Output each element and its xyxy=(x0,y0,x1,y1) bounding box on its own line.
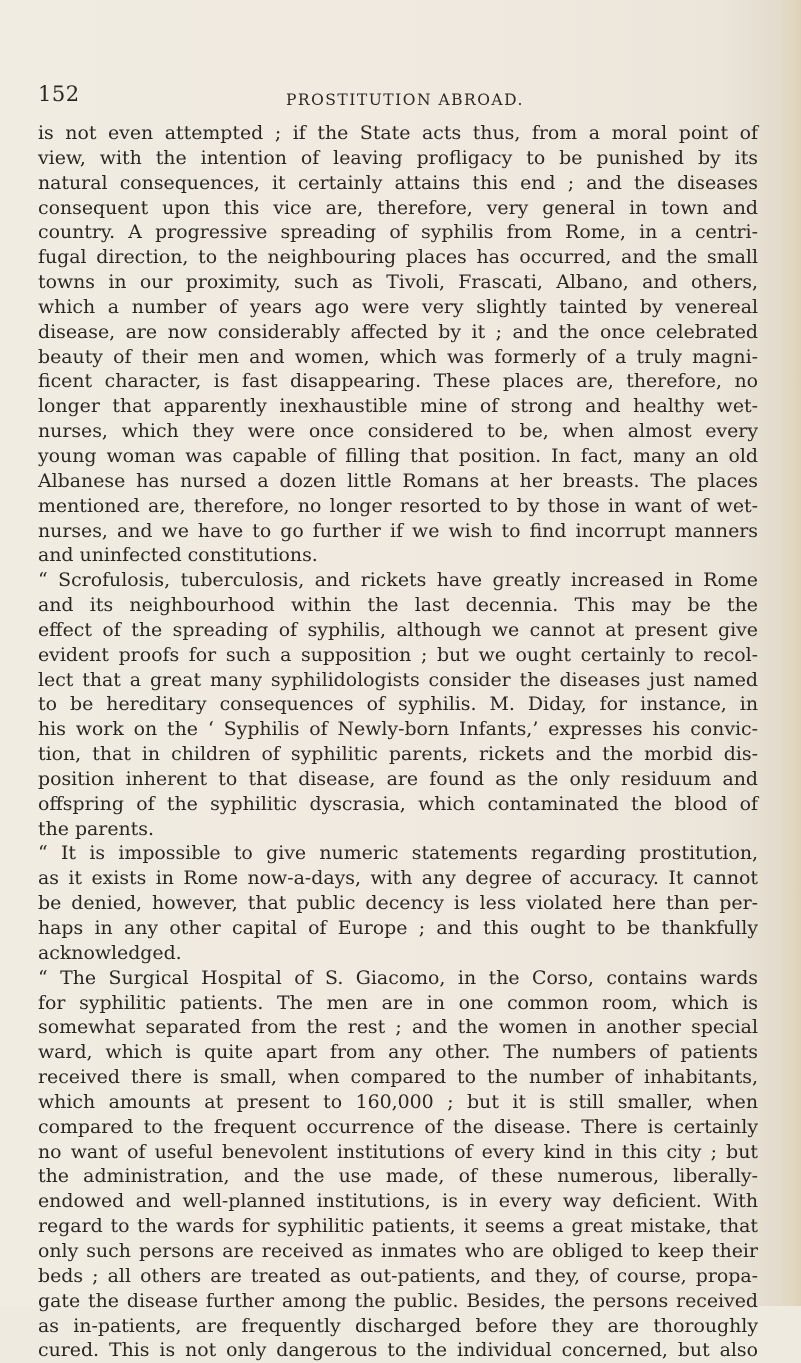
text-line: fugal direction, to the neighbouring places has occurred, and the small xyxy=(38,246,758,269)
text-line: be denied, however, that public decency is less violated here than per- xyxy=(38,892,758,915)
paragraph-end-line: the parents. xyxy=(38,817,154,840)
text-line: natural consequences, it certainly attains this end ; and the diseases xyxy=(38,171,758,194)
text-line: mentioned are, therefore, no longer resorted to by those in want of wet- xyxy=(38,494,758,517)
text-line: ward, which is quite apart from any other. The numbers of patients xyxy=(38,1041,758,1064)
body-text xyxy=(38,121,758,1363)
text-line: beds ; all others are treated as out-patients, and they, of course, propa- xyxy=(38,1264,758,1287)
text-line: Albanese has nursed a dozen little Romans at her breasts. The places xyxy=(38,469,758,492)
running-title: PROSTITUTION ABROAD. xyxy=(286,91,524,109)
text-line: regard to the wards for syphilitic patients, it seems a great mistake, that xyxy=(38,1215,758,1238)
text-line: cured. This is not only dangerous to the individual concerned, but also xyxy=(38,1339,758,1362)
text-line: compared to the frequent occurrence of the disease. There is certainly xyxy=(38,1115,758,1138)
text-line: only such persons are received as inmates who are obliged to keep their xyxy=(38,1239,758,1262)
text-line: lect that a great many syphilidologists consider the diseases just named xyxy=(38,668,758,691)
paragraph-end-line: and uninfected constitutions. xyxy=(38,544,318,567)
text-line: nurses, which they were once considered to be, when almost every xyxy=(38,420,758,443)
text-line: as it exists in Rome now-a-days, with any degree of accuracy. It cannot xyxy=(38,867,758,890)
text-line: received there is small, when compared to the number of inhabitants, xyxy=(38,1066,758,1089)
text-line: as in-patients, are frequently discharged before they are thoroughly xyxy=(38,1314,758,1337)
text-line: beauty of their men and women, which was formerly of a truly magni- xyxy=(38,345,758,368)
text-line: “ The Surgical Hospital of S. Giacomo, in the Corso, contains wards xyxy=(38,966,758,989)
text-line: “ Scrofulosis, tuberculosis, and rickets have greatly increased in Rome xyxy=(38,569,758,592)
text-line: tion, that in children of syphilitic parents, rickets and the morbid dis- xyxy=(38,743,758,766)
text-line: longer that apparently inexhaustible mine of strong and healthy wet- xyxy=(38,395,758,418)
text-line: and its neighbourhood within the last decennia. This may be the xyxy=(38,594,758,617)
text-line: for syphilitic patients. The men are in one common room, which is xyxy=(38,991,758,1014)
text-line: effect of the spreading of syphilis, although we cannot at present give xyxy=(38,618,758,641)
text-line: towns in our proximity, such as Tivoli, Frascati, Albano, and others, xyxy=(38,271,758,294)
text-line: disease, are now considerably affected by it ; and the once celebrated xyxy=(38,320,758,343)
text-line: his work on the ‘ Syphilis of Newly-born Infants,’ expresses his convic- xyxy=(38,718,758,741)
text-line: to be hereditary consequences of syphilis. M. Diday, for instance, in xyxy=(38,693,758,716)
text-line: ficent character, is fast disappearing. These places are, therefore, no xyxy=(38,370,758,393)
text-line: somewhat separated from the rest ; and the women in another special xyxy=(38,1016,758,1039)
text-line: endowed and well-planned institutions, is in every way deficient. With xyxy=(38,1190,758,1213)
text-line: is not even attempted ; if the State acts thus, from a moral point of xyxy=(38,122,758,144)
text-line: the administration, and the use made, of these numerous, liberally- xyxy=(38,1165,758,1188)
page-edge-shadow xyxy=(779,0,801,1306)
text-line: which amounts at present to 160,000 ; but it is still smaller, when xyxy=(38,1090,758,1113)
text-line: haps in any other capital of Europe ; and this ought to be thankfully xyxy=(38,917,758,939)
page-number: 152 xyxy=(38,82,80,106)
text-line: young woman was capable of filling that position. In fact, many an old xyxy=(38,444,758,467)
text-line: which a number of years ago were very slightly tainted by venereal xyxy=(38,295,758,318)
text-line: view, with the intention of leaving profligacy to be punished by its xyxy=(38,146,758,169)
text-line: consequent upon this vice are, therefore, very general in town and xyxy=(38,196,758,219)
text-line: position inherent to that disease, are found as the only residuum and xyxy=(38,767,758,790)
text-line: evident proofs for such a supposition ; but we ought certainly to recol- xyxy=(38,643,758,666)
paragraph-end-line: acknowledged. xyxy=(38,941,182,964)
text-line: no want of useful benevolent institutions of every kind in this city ; but xyxy=(38,1140,758,1163)
text-line: offspring of the syphilitic dyscrasia, which contaminated the blood of xyxy=(38,792,758,815)
text-line: country. A progressive spreading of syphilis from Rome, in a centri- xyxy=(38,221,758,244)
text-line: gate the disease further among the public. Besides, the persons received xyxy=(38,1289,758,1312)
text-line: nurses, and we have to go further if we wish to find incorrupt manners xyxy=(38,519,758,542)
text-line: “ It is impossible to give numeric statements regarding prostitution, xyxy=(38,842,758,865)
